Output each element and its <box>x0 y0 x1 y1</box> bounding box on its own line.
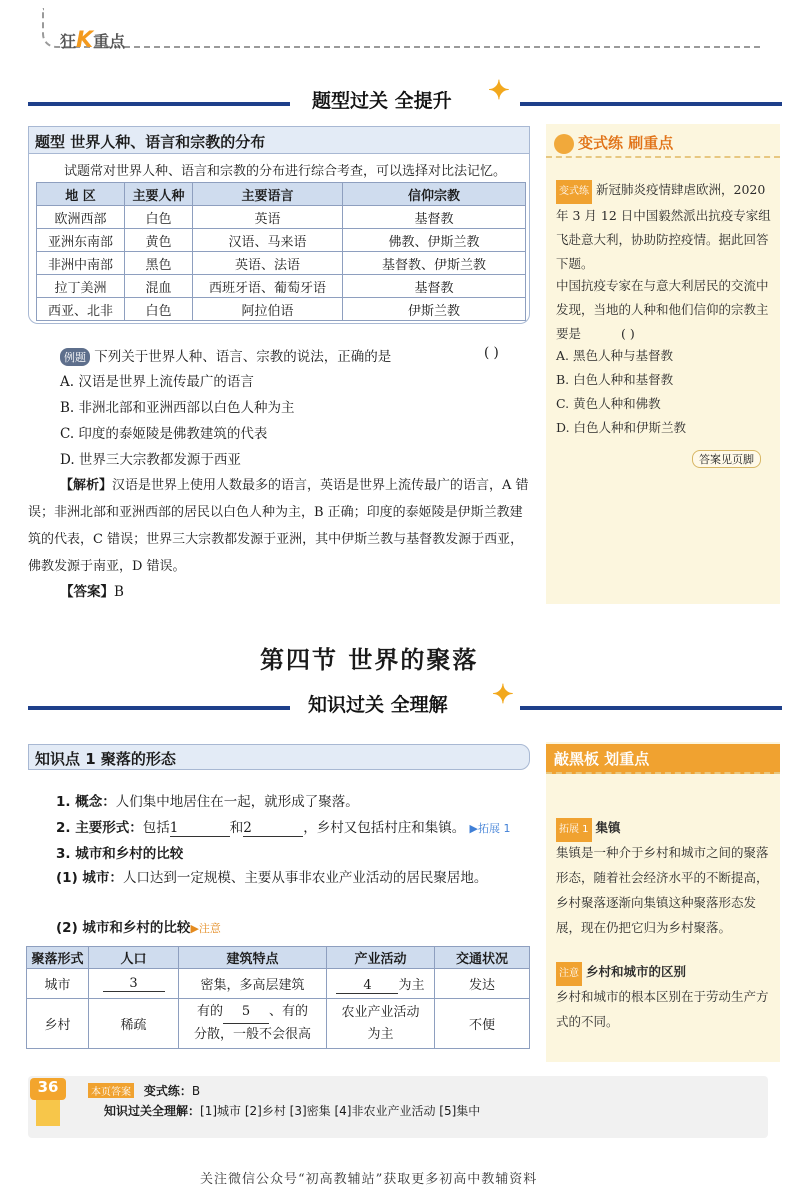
col-header: 主要人种 <box>125 183 193 206</box>
col-header: 人口 <box>89 947 179 969</box>
brand-logo: 狂K重点 <box>60 28 126 53</box>
kp-city-def: (1) 城市：人口达到一定规模、主要从事非农业产业活动的居民聚居地。 <box>56 870 488 886</box>
col-header: 建筑特点 <box>179 947 327 969</box>
section-rule-right <box>520 102 782 106</box>
footer-line-1: 本页答案 变式练：B <box>88 1082 200 1099</box>
practice-option-b: B. 白色人种和基督教 <box>556 372 674 387</box>
trophy-icon <box>554 134 574 154</box>
kp-compare-sub: (2) 城市和乡村的比较▶注意 <box>56 920 221 936</box>
practice-option-a: A. 黑色人种与基督教 <box>556 348 673 363</box>
practice-para2: 中国抗疫专家在与意大利居民的交流中发现，当地的人种和他们信仰的宗教主要是 ( ) <box>556 278 769 341</box>
runner-icon: ✦ <box>492 680 514 710</box>
blank-4: 4 <box>336 978 398 994</box>
section-rule-left <box>28 706 290 710</box>
ext-heading: 拓展 1 集镇 <box>556 816 780 842</box>
page-tab <box>36 1100 60 1126</box>
knowledge-point-title: 知识点 1 聚落的形态 <box>28 744 530 770</box>
col-header: 交通状况 <box>435 947 530 969</box>
analysis-text: 【解析】汉语是世界上使用人数最多的语言，英语是世界上流传最广的语言，A 错误；非洲北部和亚洲西部的居民以白色人种为主，B 正确；印度的泰姬陵是伊斯兰教建筑的代表，C 错误；世界三大宗教都发源于亚洲，其中伊斯兰教与基督教发源于西亚，佛教发源于南亚，D 错误。 <box>28 478 529 574</box>
practice-tag: 变式练 <box>556 180 592 204</box>
topic-title: 题型 世界人种、语言和宗教的分布 <box>28 126 530 154</box>
topic-intro: 试题常对世界人种、语言和宗教的分布进行综合考查，可以选择对比法记忆。 <box>64 164 507 179</box>
table-row: 非洲中南部 黑色 英语、法语 基督教、伊斯兰教 <box>37 252 526 275</box>
header-frame <box>42 8 762 48</box>
page-number: 36 <box>30 1078 66 1100</box>
option-d: D. 世界三大宗教都发源于西亚 <box>60 452 241 468</box>
table-row: 亚洲东南部 黄色 汉语、马来语 佛教、伊斯兰教 <box>37 229 526 252</box>
note-text: 乡村和城市的根本区别在于劳动生产方式的不同。 <box>556 989 769 1029</box>
example-tag: 例题 <box>60 348 90 366</box>
blank-5: 5 <box>223 1001 269 1024</box>
col-header: 地 区 <box>37 183 125 206</box>
practice-panel-title: 变式练 刷重点 <box>546 128 780 158</box>
option-a: A. 汉语是世界上流传最广的语言 <box>60 374 254 390</box>
runner-icon: ✦ <box>488 76 510 106</box>
blank-3: 3 <box>103 976 165 992</box>
kp-forms: 2. 主要形式：包括1 和2 ，乡村又包括村庄和集镇。 ▶拓展 1 <box>56 820 511 836</box>
distribution-table <box>36 182 526 321</box>
answer-ref-badge: 答案见页脚 <box>692 450 761 468</box>
blank-1: 1 <box>170 820 230 837</box>
key-points-title: 敲黑板 划重点 <box>546 744 780 774</box>
answer-line: 【答案】B <box>60 584 124 600</box>
chapter-title: 第四节 世界的聚落 <box>260 645 479 674</box>
table-row: 西亚、北非 白色 阿拉伯语 伊斯兰教 <box>37 298 526 321</box>
option-b: B. 非洲北部和亚洲西部以白色人种为主 <box>60 400 295 416</box>
bottom-note: 关注微信公众号“初高教辅站”获取更多初高中教辅资料 <box>200 1172 538 1187</box>
practice-option-d: D. 白色人种和伊斯兰教 <box>556 420 687 435</box>
practice-option-c: C. 黄色人种和佛教 <box>556 396 661 411</box>
example-paren: ( ) <box>484 345 499 361</box>
col-header: 产业活动 <box>327 947 435 969</box>
table-row: 乡村 稀疏 有的 5 、有的 分散，一般不会很高 农业产业活动为主 不便 <box>27 999 530 1049</box>
blank-2: 2 <box>243 820 303 837</box>
table-row: 城市 3 密集，多高层建筑 4 为主 发达 <box>27 969 530 999</box>
col-header: 主要语言 <box>193 183 343 206</box>
note-link: ▶注意 <box>190 922 221 935</box>
option-c: C. 印度的泰姬陵是佛教建筑的代表 <box>60 426 268 442</box>
footer-line-2: 知识过关全理解：[1]城市 [2]乡村 [3]密集 [4]非农业产业活动 [5]集中 <box>104 1104 481 1118</box>
ext-text: 集镇是一种介于乡村和城市之间的聚落形态，随着社会经济水平的不断提高，乡村聚落逐渐向集镇这种聚落形态发展，现在仍把它归为乡村聚落。 <box>556 845 769 935</box>
table-row: 拉丁美洲 混血 西班牙语、葡萄牙语 基督教 <box>37 275 526 298</box>
section-title: 知识过关 全理解 <box>308 694 448 716</box>
example-stem: 例题 下列关于世界人种、语言、宗教的说法，正确的是 <box>60 345 391 366</box>
kp-compare-heading: 3. 城市和乡村的比较 <box>56 846 184 862</box>
practice-para1: 变式练 新冠肺炎疫情肆虐欧洲，2020 年 3 月 12 日中国毅然派出抗疫专家组飞赴意大利，协助防控疫情。据此回答下题。 <box>556 182 771 271</box>
extension-link: ▶拓展 1 <box>469 822 511 835</box>
kp-concept: 1. 概念：人们集中地居住在一起，就形成了聚落。 <box>56 794 359 810</box>
city-village-table <box>26 946 530 1049</box>
section-title: 题型过关 全提升 <box>312 90 452 112</box>
table-row: 欧洲西部 白色 英语 基督教 <box>37 206 526 229</box>
col-header: 信仰宗教 <box>343 183 526 206</box>
section-rule-right <box>520 706 782 710</box>
section-rule-left <box>28 102 290 106</box>
note-heading: 注意 乡村和城市的区别 <box>556 960 780 986</box>
col-header: 聚落形式 <box>27 947 89 969</box>
